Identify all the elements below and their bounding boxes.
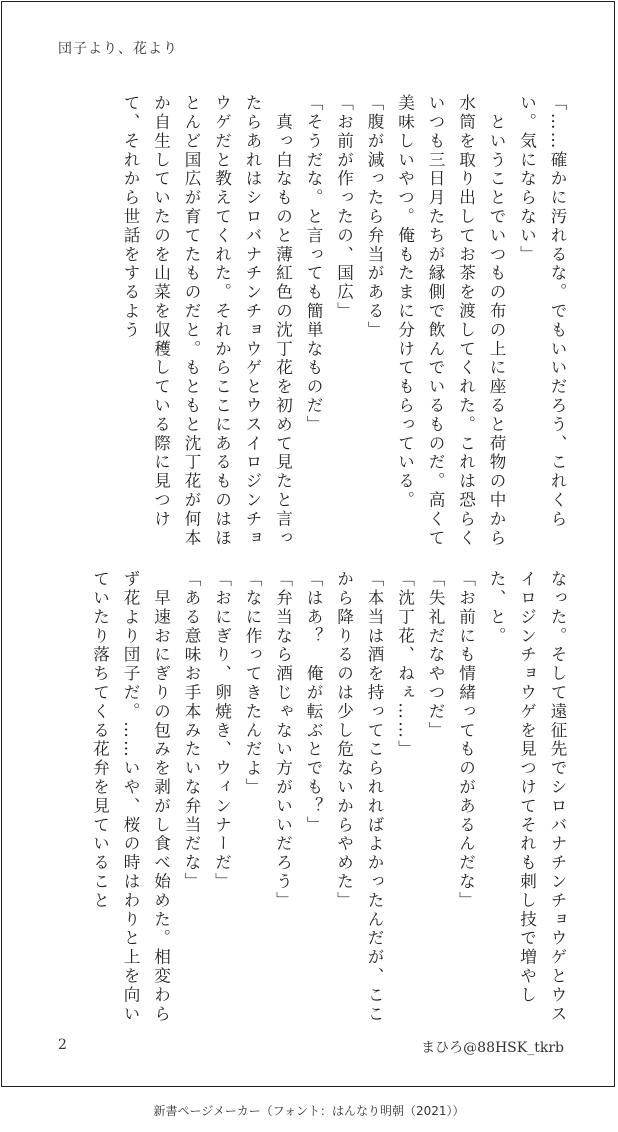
paragraph: 「おにぎり、卵焼き、ウィンナーだ」 [212,570,232,892]
paragraph: 早速おにぎりの包みを剥がし食べ始めた。相変わらず花より団子だ。……いや、桜の時はわりと上を向いていたり落ちてくる花弁を見ていること [90,570,171,1024]
page-number: 2 [58,1037,67,1053]
paragraph: 「沈丁花、ねぇ……」 [395,570,415,759]
paragraph: 「腹が減ったら弁当がある」 [365,94,384,340]
paragraph: ということでいつもの布の上に座ると荷物の中から水筒を取り出してお茶を渡してくれた。これは恐らくいつも三日月たちが縁側で飲んでいるものだ。高くて美味しいやつ。俺もたまに分けてもらっている。 [395,94,506,548]
text-column-top [54,94,572,549]
paragraph: 「本当は酒を持ってこられればよかったんだが、ここから降りるのは少し危ないからやめた」 [334,570,384,1024]
paragraph: なった。そして遠征先でシロバナチンチョウゲとウスイロジンチョウゲを見つけてそれも刺し技で増やした、と。 [487,570,567,1024]
paragraph: 「なに作ってきたんだよ」 [243,570,262,797]
paragraph: 「お前が作ったの、国広」 [334,94,354,321]
text-column-bottom [54,570,572,1025]
paragraph: 「ある意味お手本みたいな弁当だな」 [182,570,201,892]
paragraph: 「失礼だなやつだ」 [426,570,445,741]
book-page [1,1,615,1087]
paragraph: 「はあ？ 俺が転ぶとでも？」 [304,570,323,835]
paragraph: 「……確かに汚れるな。でもいいだろう、これくらい。気にならない」 [517,94,567,529]
paragraph: 真っ白なものと薄紅色の沈丁花を初めて見たと言ったらあれはシロバナチンチョウゲとウスイロジンチョウゲだと教えてくれた。それからここにあるものはほとんど国広が育てたものだと。もともと沈丁花が何本か自生していたのを山菜を収穫している際に見つけて、それから世話をするよう [121,94,293,548]
paragraph: 「お前にも情緒ってものがあるんだな」 [456,570,476,911]
generator-credit: 新書ページメーカー（フォント：はんなり明朝（2021）） [153,1104,465,1118]
running-title: 団子より、花より [58,41,178,57]
paragraph: 「弁当なら酒じゃない方がいいだろう」 [273,570,293,911]
paragraph: 「そうだな。と言っても簡単なものだ」 [304,94,323,435]
author-handle: まひろ@88HSK_tkrb [421,1040,564,1056]
